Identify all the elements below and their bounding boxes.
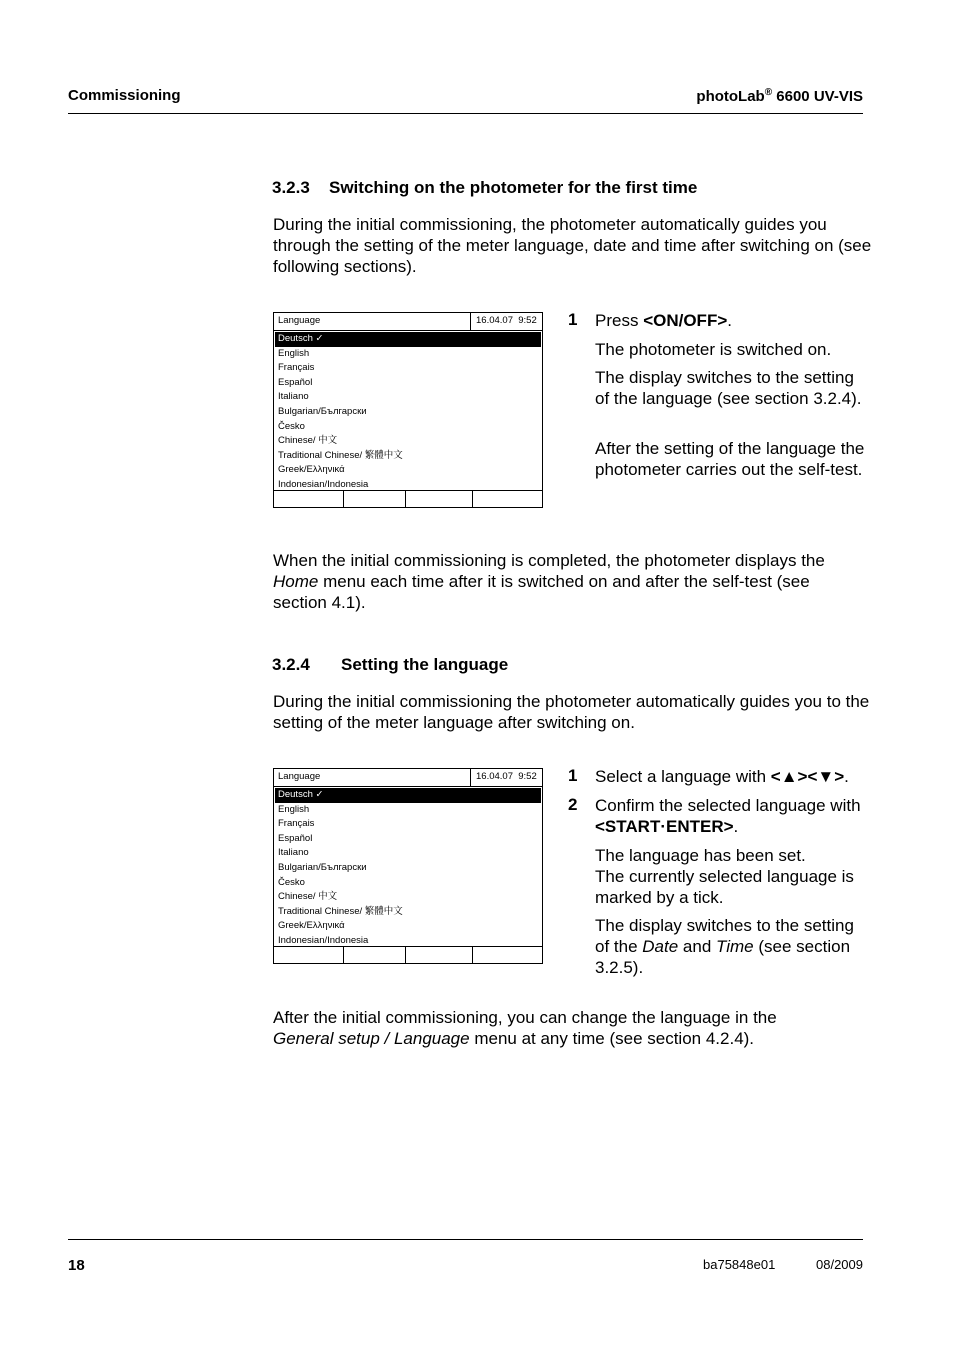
softkey-1[interactable] xyxy=(274,947,344,963)
language-screen-1 xyxy=(273,312,543,508)
result-text: (see section 3.2.5). xyxy=(595,937,851,977)
language-option[interactable]: Italiano xyxy=(278,847,309,859)
key-up-down: <▲><▼> xyxy=(770,767,845,786)
language-option[interactable]: Chinese/ 中文 xyxy=(278,891,338,903)
screen-datetime: 16.04.07 9:52 xyxy=(470,313,542,330)
softkey-bar xyxy=(274,490,542,507)
step-result: The display switches to the setting of the language (see section 3.2.4). xyxy=(595,368,862,408)
para-text: When the initial commissioning is completed, the photometer displays the xyxy=(273,551,825,570)
menu-path: General setup / Language xyxy=(273,1029,470,1048)
language-option[interactable]: Indonesian/Indonesia xyxy=(278,934,369,946)
result-text: The display switches to the setting of the xyxy=(595,916,854,956)
language-screen-2 xyxy=(273,768,543,964)
softkey-2[interactable] xyxy=(344,491,406,507)
heading-3-2-4 xyxy=(272,655,508,675)
language-option-selected[interactable]: Deutsch ✓ xyxy=(275,332,541,347)
menu-name-home: Home xyxy=(273,572,319,591)
section-number: 3.2.3 xyxy=(272,178,310,197)
language-option[interactable]: Français xyxy=(278,362,315,374)
language-option[interactable]: Greek/Ελληνικά xyxy=(278,920,345,932)
document-id: ba75848e01 xyxy=(703,1257,776,1272)
language-option[interactable]: English xyxy=(278,347,310,359)
step-punct: . xyxy=(733,817,739,836)
para-text: After the initial commissioning, you can change the language in the xyxy=(273,1008,777,1027)
softkey-1[interactable] xyxy=(274,491,344,507)
intro-paragraph: During the initial commissioning the photometer automatically guides you to the setting of the meter language after switching on. xyxy=(273,692,870,732)
step-result xyxy=(595,845,865,908)
step-instruction xyxy=(595,766,865,787)
menu-name-time: Time xyxy=(716,937,754,956)
step-punct: . xyxy=(844,767,849,786)
para-text: menu each time after it is switched on and after the self-test (see section 4.1). xyxy=(273,572,810,612)
step-number: 1 xyxy=(568,766,578,785)
intro-paragraph: During the initial commissioning, the photometer automatically guides you through the setting of the meter language, date and time after switching on (see following sections). xyxy=(273,215,872,276)
key-start-enter: <START·ENTER> xyxy=(595,817,734,836)
softkey-bar xyxy=(274,946,542,963)
screen-title: Language xyxy=(278,771,321,782)
language-option[interactable]: Bulgarian/Български xyxy=(278,861,367,873)
language-option-selected[interactable]: Deutsch ✓ xyxy=(275,788,541,803)
language-option[interactable]: Español xyxy=(278,376,313,388)
step-result xyxy=(595,915,865,978)
language-list xyxy=(275,788,541,949)
language-option[interactable]: Česko xyxy=(278,876,305,888)
para-text: menu at any time (see section 4.2.4). xyxy=(469,1029,755,1048)
screen-datetime: 16.04.07 9:52 xyxy=(470,769,542,786)
result-text: and xyxy=(678,937,716,956)
menu-name-date: Date xyxy=(642,937,679,956)
completion-paragraph xyxy=(273,550,863,613)
running-header-right xyxy=(696,87,863,105)
step-instruction xyxy=(595,795,865,837)
heading-3-2-3 xyxy=(272,178,697,198)
final-paragraph xyxy=(273,1007,833,1049)
step-text: Press xyxy=(595,311,644,330)
step-result: After the setting of the language the photometer carries out the self-test. xyxy=(595,439,865,479)
language-option[interactable]: Français xyxy=(278,818,315,830)
language-option[interactable]: Indonesian/Indonesia xyxy=(278,478,369,490)
screen-title: Language xyxy=(278,315,321,326)
language-option[interactable]: Español xyxy=(278,832,313,844)
softkey-2[interactable] xyxy=(344,947,406,963)
language-option[interactable]: Italiano xyxy=(278,391,309,403)
screen-titlebar xyxy=(274,769,542,787)
section-number: 3.2.4 xyxy=(272,655,310,674)
language-option[interactable]: Bulgarian/Български xyxy=(278,405,367,417)
product-model: 6600 UV-VIS xyxy=(772,88,863,105)
section-title: Switching on the photometer for the first time xyxy=(329,178,698,197)
key-on-off: <ON/OFF> xyxy=(643,311,728,330)
softkey-4[interactable] xyxy=(473,947,542,963)
running-header-left: Commissioning xyxy=(68,87,181,104)
step-result: The photometer is switched on. xyxy=(595,340,832,359)
step-number: 1 xyxy=(568,310,578,329)
result-line: The language has been set. xyxy=(595,846,806,865)
language-option[interactable]: Traditional Chinese/ 繁體中文 xyxy=(278,905,403,917)
footer-rule xyxy=(68,1239,863,1240)
language-option[interactable]: Greek/Ελληνικά xyxy=(278,464,345,476)
softkey-3[interactable] xyxy=(406,491,473,507)
registered-mark: ® xyxy=(764,87,773,98)
language-option[interactable]: Česko xyxy=(278,420,305,432)
result-line: The currently selected language is marked by a tick. xyxy=(595,867,854,907)
step-text: Confirm the selected language with xyxy=(595,796,861,815)
step-number: 2 xyxy=(568,795,578,814)
language-list xyxy=(275,332,541,493)
step-text: Select a language with xyxy=(595,767,771,786)
document-date: 08/2009 xyxy=(816,1257,863,1272)
step-instruction xyxy=(595,310,865,331)
step-punct: . xyxy=(727,311,732,330)
screen-titlebar xyxy=(274,313,542,331)
page-number: 18 xyxy=(68,1257,85,1274)
section-title: Setting the language xyxy=(341,655,509,674)
header-rule xyxy=(68,113,863,114)
product-name: photoLab xyxy=(696,88,765,105)
softkey-3[interactable] xyxy=(406,947,473,963)
language-option[interactable]: Chinese/ 中文 xyxy=(278,435,338,447)
softkey-4[interactable] xyxy=(473,491,542,507)
language-option[interactable]: English xyxy=(278,803,310,815)
language-option[interactable]: Traditional Chinese/ 繁體中文 xyxy=(278,449,403,461)
